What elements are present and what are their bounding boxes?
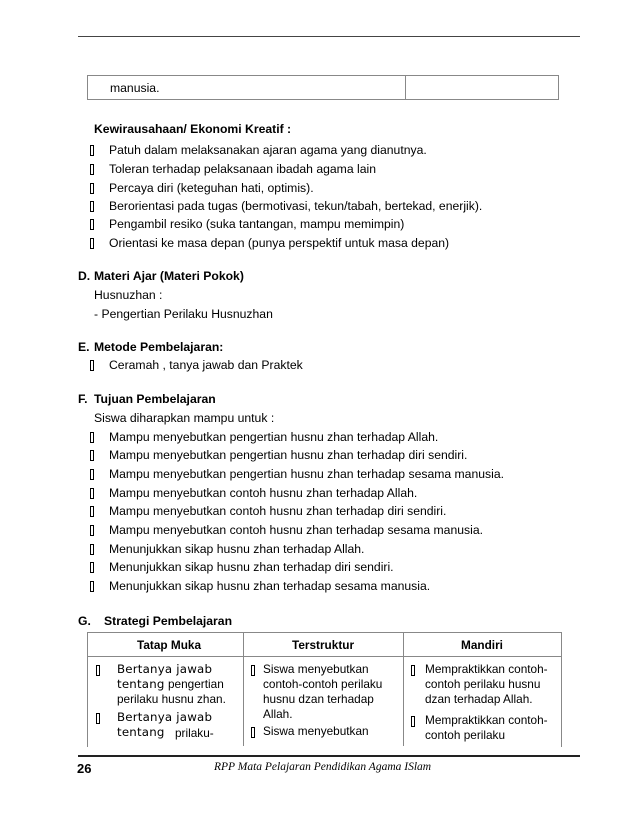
- cell-text: tentang: [117, 677, 165, 691]
- section-f-letter: F.: [78, 392, 88, 406]
- table-header-terstruktur: Terstruktur: [292, 638, 355, 652]
- cell-text: contoh perilaku: [425, 728, 506, 742]
- continuation-text: manusia.: [110, 80, 160, 95]
- bullet-icon: [96, 713, 100, 724]
- table-header-mandiri: Mandiri: [461, 638, 503, 652]
- cell-text: prilaku-: [175, 726, 214, 740]
- cell-text: Mempraktikkan contoh-: [425, 713, 548, 727]
- section-f-title: Tujuan Pembelajaran: [94, 392, 216, 406]
- cell-text: dzan terhadap Allah.: [425, 692, 533, 706]
- cell-text: Siswa menyebutkan: [263, 724, 369, 738]
- bullet-icon: [90, 219, 94, 230]
- bullet-icon: [90, 164, 94, 175]
- list-item: Pengambil resiko (suka tantangan, mampu memimpin): [109, 217, 405, 231]
- list-item: Mampu menyebutkan contoh husnu zhan terhadap Allah.: [109, 486, 418, 500]
- list-item: Mampu menyebutkan contoh husnu zhan terhadap diri sendiri.: [109, 504, 447, 518]
- list-item: Mampu menyebutkan pengertian husnu zhan terhadap diri sendiri.: [109, 448, 468, 462]
- section-g-title: Strategi Pembelajaran: [104, 614, 233, 628]
- bullet-icon: [90, 544, 94, 555]
- list-item: Mampu menyebutkan pengertian husnu zhan terhadap sesama manusia.: [109, 467, 504, 481]
- cell-text: pengertian: [168, 677, 224, 691]
- kewirausahaan-heading: Kewirausahaan/ Ekonomi Kreatif :: [94, 122, 292, 136]
- section-d-letter: D.: [78, 269, 91, 283]
- bullet-icon: [90, 506, 94, 517]
- list-item: Menunjukkan sikap husnu zhan terhadap diri sendiri.: [109, 560, 394, 574]
- footer-rule: [78, 755, 580, 757]
- header-rule: [78, 36, 580, 37]
- cell-text: tentang: [117, 725, 165, 739]
- bullet-icon: [90, 525, 94, 536]
- bullet-icon: [90, 360, 94, 371]
- section-d-line: Husnuzhan :: [94, 288, 163, 302]
- cell-text: husnu dzan terhadap: [263, 692, 374, 706]
- bullet-icon: [251, 727, 255, 738]
- bullet-icon: [90, 562, 94, 573]
- bullet-icon: [90, 432, 94, 443]
- list-item: Mampu menyebutkan pengertian husnu zhan terhadap Allah.: [109, 430, 439, 444]
- bullet-icon: [411, 665, 415, 676]
- cell-text: contoh perilaku husnu: [425, 677, 541, 691]
- cell-text: Bertanya jawab: [117, 662, 213, 676]
- section-g-letter: G.: [78, 614, 91, 628]
- bullet-icon: [90, 581, 94, 592]
- continuation-cell: [88, 76, 406, 100]
- list-item: Patuh dalam melaksanakan ajaran agama yang dianutnya.: [109, 143, 427, 157]
- section-d-title: Materi Ajar (Materi Pokok): [94, 269, 244, 283]
- cell-text: contoh-contoh perilaku: [263, 677, 383, 691]
- bullet-icon: [411, 716, 415, 727]
- section-f-intro: Siswa diharapkan mampu untuk :: [94, 411, 275, 425]
- list-item: Ceramah , tanya jawab dan Praktek: [109, 358, 303, 372]
- table-divider: [87, 656, 561, 657]
- list-item: Menunjukkan sikap husnu zhan terhadap Allah.: [109, 542, 365, 556]
- bullet-icon: [90, 469, 94, 480]
- bullet-icon: [96, 665, 100, 676]
- page-number: 26: [77, 761, 92, 776]
- section-e-letter: E.: [78, 340, 90, 354]
- list-item: Menunjukkan sikap husnu zhan terhadap sesama manusia.: [109, 579, 431, 593]
- cell-text: Siswa menyebutkan: [263, 662, 369, 676]
- list-item: Percaya diri (keteguhan hati, optimis).: [109, 181, 314, 195]
- table-divider: [243, 632, 244, 746]
- continuation-empty-cell: [405, 76, 558, 100]
- cell-text: Mempraktikkan contoh-: [425, 662, 548, 676]
- table-header-tatap-muka: Tatap Muka: [137, 638, 202, 652]
- footer-title: RPP Mata Pelajaran Pendidikan Agama ISlam: [214, 761, 432, 773]
- bullet-icon: [90, 183, 94, 194]
- list-item: Toleran terhadap pelaksanaan ibadah agama lain: [109, 162, 376, 176]
- bullet-icon: [90, 145, 94, 156]
- bullet-icon: [90, 450, 94, 461]
- continuation-table: [87, 75, 559, 100]
- section-e-title: Metode Pembelajaran:: [94, 340, 224, 354]
- bullet-icon: [90, 238, 94, 249]
- cell-text: Allah.: [263, 707, 293, 721]
- list-item: Orientasi ke masa depan (punya perspektif untuk masa depan): [109, 236, 450, 250]
- cell-text: perilaku husnu zhan.: [117, 692, 226, 706]
- table-divider: [403, 632, 404, 746]
- cell-text: Bertanya jawab: [117, 710, 213, 724]
- bullet-icon: [251, 665, 255, 676]
- list-item: Berorientasi pada tugas (bermotivasi, tekun/tabah, bertekad, enerjik).: [109, 199, 483, 213]
- bullet-icon: [90, 488, 94, 499]
- section-d-line: - Pengertian Perilaku Husnuzhan: [94, 307, 273, 321]
- bullet-icon: [90, 201, 94, 212]
- list-item: Mampu menyebutkan contoh husnu zhan terhadap sesama manusia.: [109, 523, 483, 537]
